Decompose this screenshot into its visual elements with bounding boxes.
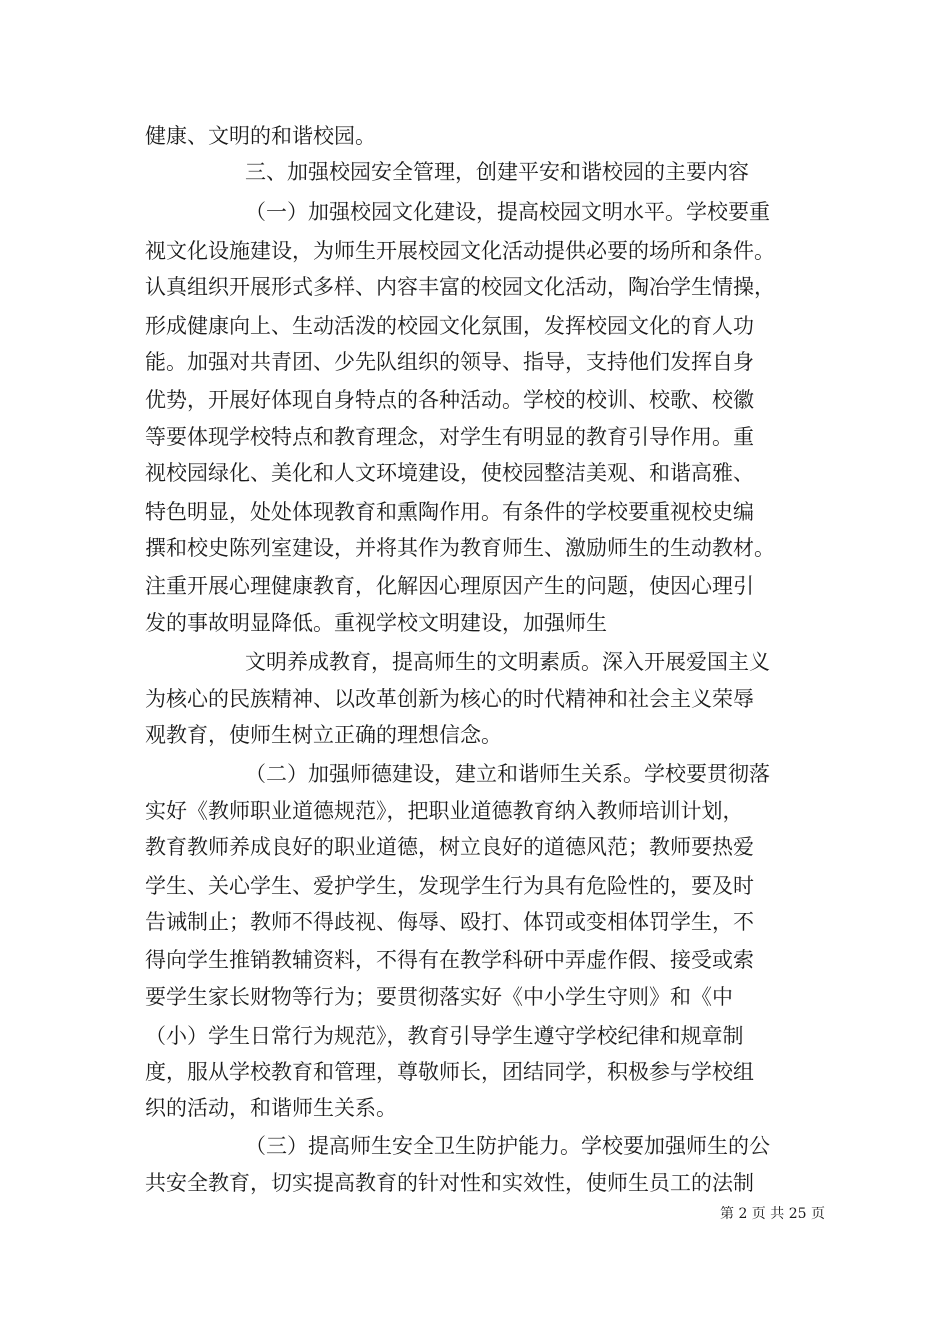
text-line: 注重开展心理健康教育，化解因心理原因产生的问题，使因心理引 <box>145 574 754 598</box>
text-line: 等要体现学校特点和教育理念，对学生有明显的教育引导作用。重 <box>145 425 754 449</box>
text-line: 告诫制止；教师不得歧视、侮辱、殴打、体罚或变相体罚学生，不 <box>145 910 754 934</box>
section-heading: 三、加强校园安全管理，创建平安和谐校园的主要内容 <box>245 160 749 184</box>
text-line: 能。加强对共青团、少先队组织的领导、指导，支持他们发挥自身 <box>145 350 754 374</box>
text-line: 视校园绿化、美化和人文环境建设，使校园整洁美观、和谐高雅、 <box>145 461 754 485</box>
text-line: 形成健康向上、生动活泼的校园文化氛围，发挥校园文化的育人功 <box>145 314 754 338</box>
text-line: 优势，开展好体现自身特点的各种活动。学校的校训、校歌、校徽 <box>145 388 754 412</box>
text-line: 织的活动，和谐师生关系。 <box>145 1096 397 1120</box>
page-number-footer: 第 2 页 共 25 页 <box>720 1206 825 1222</box>
paragraph-first-line: （一）加强校园文化建设，提高校园文明水平。学校要重 <box>245 200 770 224</box>
text-line: 视文化设施建设，为师生开展校园文化活动提供必要的场所和条件。 <box>145 239 775 263</box>
text-line: 发的事故明显降低。重视学校文明建设，加强师生 <box>145 611 607 635</box>
text-line: 撰和校史陈列室建设，并将其作为教育师生、激励师生的生动教材。 <box>145 536 775 560</box>
text-line: 共安全教育，切实提高教育的针对性和实效性，使师生员工的法制 <box>145 1171 754 1195</box>
text-line: 认真组织开展形式多样、内容丰富的校园文化活动，陶冶学生情操， <box>145 275 775 299</box>
text-line: 度，服从学校教育和管理，尊敬师长，团结同学，积极参与学校组 <box>145 1060 754 1084</box>
text-line: 特色明显，处处体现教育和熏陶作用。有条件的学校要重视校史编 <box>145 500 754 524</box>
text-line: 实好《教师职业道德规范》，把职业道德教育纳入教师培训计划， <box>145 799 744 823</box>
text-line: 为核心的民族精神、以改革创新为核心的时代精神和社会主义荣辱 <box>145 687 754 711</box>
text-line: 健康、文明的和谐校园。 <box>145 124 376 148</box>
text-line: 教育教师养成良好的职业道德，树立良好的道德风范；教师要热爱 <box>145 835 754 859</box>
text-line: 观教育，使师生树立正确的理想信念。 <box>145 723 502 747</box>
paragraph-first-line: （二）加强师德建设，建立和谐师生关系。学校要贯彻落 <box>245 762 770 786</box>
text-line: 要学生家长财物等行为；要贯彻落实好《中小学生守则》和《中 <box>145 985 733 1009</box>
text-line: （小）学生日常行为规范》，教育引导学生遵守学校纪律和规章制 <box>145 1024 744 1048</box>
text-line: 得向学生推销教辅资料，不得有在教学科研中弄虚作假、接受或索 <box>145 948 754 972</box>
paragraph-first-line: 文明养成教育，提高师生的文明素质。深入开展爱国主义 <box>245 650 770 674</box>
text-line: 学生、关心学生、爱护学生，发现学生行为具有危险性的，要及时 <box>145 874 754 898</box>
paragraph-first-line: （三）提高师生安全卫生防护能力。学校要加强师生的公 <box>245 1134 770 1158</box>
